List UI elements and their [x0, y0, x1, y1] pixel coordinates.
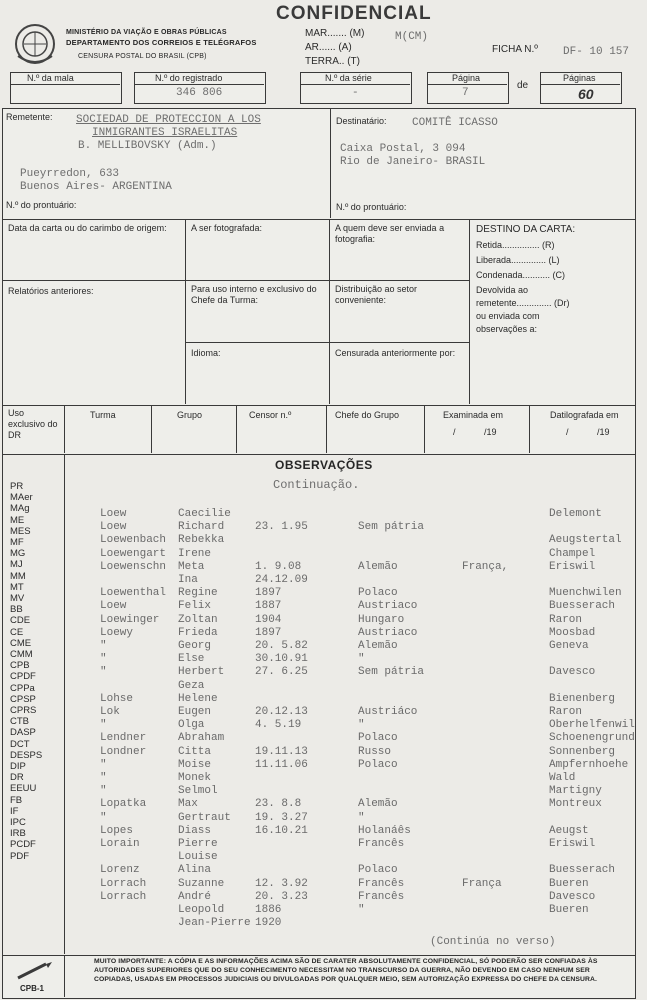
- censorship-name: CENSURA POSTAL DO BRASIL (CPB): [78, 53, 207, 60]
- entry-place: Champel: [549, 547, 596, 560]
- entry-nat: ": [358, 719, 365, 732]
- entry-date: 1887: [255, 600, 282, 613]
- relatorios-label: Relatórios anteriores:: [8, 286, 94, 296]
- entry-surname: ": [100, 785, 107, 798]
- entry-nat: Polaco: [358, 864, 398, 877]
- remetente-line-2: INMIGRANTES ISRAELITAS: [92, 127, 238, 139]
- entry-surname: Lorain: [100, 838, 140, 850]
- serie-label: N.º da série: [325, 73, 372, 83]
- entry-surname: Loewengart: [100, 547, 167, 560]
- destination-code: CPRS: [10, 705, 37, 716]
- fotografada-label: A ser fotografada:: [191, 223, 263, 233]
- entry-date: 1897: [255, 626, 282, 639]
- observacoes-section: [2, 454, 636, 956]
- entry-given: Herbert: [178, 666, 225, 679]
- registrado-label: N.º do registrado: [155, 73, 223, 83]
- entry-nat: Holanáês: [358, 824, 411, 837]
- confidentiality-notice: MUITO IMPORTANTE: A CÓPIA E AS INFORMAÇÕES ACIMA SÃO DE CARATER ABSOLUTAMENTE CONFIDENCIAL, SÓ PODERÃO SER CONFIADAS ÀS AUTORIDADES SUPERIORES QUE DO SEU CONHECIMENTO NECESSITAM NO TRANSCURSO DA GUERRA, NÃO DEVENDO EM CASO NENHUM SER COPIADAS, USADAS EM PROCESSOS JUDICIAIS OU DIVULGADAS POR QUALQUER MEIO, SEM AUTORIZAÇÃO EXPRESSA DO CHEFE DA CENSURA.: [94, 958, 598, 983]
- entry-surname: Lopatka: [100, 798, 147, 811]
- destination-code: BB: [10, 604, 23, 616]
- destino-condenada: Condenada........... (C): [476, 270, 566, 280]
- uso-interno-label: Para uso interno e exclusivo do Chefe da Turma:: [191, 284, 317, 305]
- entry-nat: Austriaco: [358, 626, 418, 639]
- entry-place: Davesco: [549, 666, 596, 679]
- entry-place: Geneva: [549, 640, 589, 652]
- destination-code: CME: [10, 637, 32, 649]
- destination-code: CTB: [10, 716, 29, 728]
- entry-given: Zoltan: [178, 613, 218, 626]
- destination-code: CPSP: [10, 693, 36, 705]
- entry-place: Raron: [549, 706, 583, 718]
- entry-date: 20. 3.23: [255, 890, 308, 903]
- destination-code: MV: [10, 593, 25, 604]
- entry-given: Caecilie: [178, 508, 231, 520]
- entry-date: 11.11.06: [255, 758, 308, 771]
- remetente-line-4: Pueyrredon, 633: [20, 168, 120, 180]
- dr-examinada-date: / /19: [453, 427, 497, 437]
- entry-place: Aeugst: [549, 824, 589, 837]
- entry-surname: Lorenz: [100, 864, 140, 877]
- entry-given: Irene: [178, 547, 212, 560]
- dr-chefe-label: Chefe do Grupo: [335, 410, 400, 420]
- registrado-value: 346 806: [176, 87, 223, 99]
- entry-surname: Loew: [100, 508, 127, 520]
- entry-surname: Loew: [100, 521, 127, 534]
- destino-title: DESTINO DA CARTA:: [476, 224, 576, 235]
- destino-remetente: remetente.............. (Dr): [476, 298, 570, 308]
- entry-given: Rebekka: [178, 534, 225, 547]
- destination-code: DR: [10, 772, 24, 784]
- entry-given: André: [178, 890, 212, 903]
- destination-code: CE: [10, 626, 24, 638]
- pen-icon: [14, 960, 54, 987]
- entry-place: Delemont: [549, 508, 602, 520]
- destination-code: CMM: [10, 649, 33, 660]
- destinatario-line-1: COMITÊ ICASSO: [412, 117, 498, 129]
- destinatario-label: Destinatário:: [336, 116, 387, 126]
- entry-nat: Sem pátria: [358, 666, 425, 679]
- destination-code: MAg: [10, 503, 30, 515]
- entry-place: Montreux: [549, 798, 602, 811]
- destino-retida: Retida............... (R): [476, 240, 555, 250]
- form-code: CPB-1: [20, 984, 45, 993]
- entry-surname: ": [100, 640, 107, 652]
- entry-given: Suzanne: [178, 877, 225, 890]
- entry-surname: ": [100, 719, 107, 732]
- entry-surname: Lopes: [100, 824, 134, 837]
- paginas-value: 60: [578, 86, 594, 102]
- entry-nat: Alemão: [358, 560, 398, 573]
- entry-given: Frieda: [178, 626, 218, 639]
- entry-surname: Lohse: [100, 692, 134, 705]
- entry-given: Alina: [178, 864, 212, 877]
- entry-surname: ": [100, 772, 107, 784]
- mar-label: MAR....... (M): [305, 28, 365, 39]
- entry-date: 1920: [255, 917, 282, 930]
- destination-code: PR: [10, 481, 24, 492]
- distribuicao-label: Distribuição ao setor conveniente:: [335, 284, 418, 305]
- entry-given: Abraham: [178, 732, 225, 745]
- entry-date: 1904: [255, 613, 282, 626]
- entry-given: Regine: [178, 587, 218, 600]
- entry-given: Geza: [178, 679, 205, 692]
- entry-nat: Francês: [358, 890, 405, 903]
- serie-value: -: [352, 87, 359, 99]
- entry-surname: ": [100, 653, 107, 666]
- entry-date: 20.12.13: [255, 706, 308, 718]
- destinatario-line-2: Caixa Postal, 3 094: [340, 143, 466, 155]
- destination-code: MAer: [10, 492, 33, 504]
- pagina-value: 7: [462, 87, 469, 99]
- entry-place: Oberhelfenwil: [549, 719, 635, 732]
- dr-datilografada-label: Datilografada em: [550, 410, 619, 420]
- entry-surname: Lorrach: [100, 890, 147, 903]
- remetente-label: Remetente:: [6, 112, 53, 122]
- data-carta-label: Data da carta ou do carimbo de origem:: [8, 223, 167, 233]
- dr-uso-label: Uso exclusivo do DR: [8, 408, 58, 440]
- entry-surname: Lendner: [100, 732, 147, 745]
- remetente-line-1: SOCIEDAD DE PROTECCION A LOS: [76, 114, 261, 126]
- entry-date: 16.10.21: [255, 824, 308, 837]
- entry-nat: Polaco: [358, 758, 398, 771]
- entry-nat: ": [358, 904, 365, 916]
- entry-given: Olga: [178, 719, 205, 732]
- entry-given: Eugen: [178, 706, 212, 718]
- entry-country: França,: [462, 560, 509, 573]
- entry-nat: Austriaco: [358, 600, 418, 613]
- entry-place: Eriswil: [549, 838, 596, 850]
- destinatario-prontuario: N.º do prontuário:: [336, 202, 407, 212]
- destination-code: MF: [10, 537, 24, 548]
- entry-given: Moise: [178, 758, 212, 771]
- entry-given: Jean-Pierre: [178, 917, 251, 930]
- entry-given: Citta: [178, 745, 212, 758]
- destinatario-line-3: Rio de Janeiro- BRASIL: [340, 156, 486, 168]
- entry-given: Leopold: [178, 904, 225, 916]
- ar-label: AR...... (A): [305, 42, 352, 53]
- entry-nat: ": [358, 811, 365, 824]
- terra-label: TERRA.. (T): [305, 56, 360, 67]
- destination-code: ME: [10, 514, 25, 526]
- entry-nat: Russo: [358, 745, 392, 758]
- entry-date: 1886: [255, 904, 282, 916]
- entry-surname: Loewy: [100, 626, 134, 639]
- entry-place: Davesco: [549, 890, 596, 903]
- destination-code: PDF: [10, 850, 29, 862]
- page-title: CONFIDENCIAL: [276, 3, 432, 24]
- entry-date: 23. 1.95: [255, 521, 308, 534]
- destino-devolvida: Devolvida ao: [476, 285, 529, 295]
- entry-date: 24.12.09: [255, 574, 308, 586]
- remetente-line-5: Buenos Aires- ARGENTINA: [20, 181, 172, 193]
- entry-date: 30.10.91: [255, 653, 308, 666]
- entry-given: Monek: [178, 772, 212, 784]
- destination-code: MG: [10, 548, 26, 560]
- entry-surname: Loewenthal: [100, 587, 167, 600]
- observacoes-title: OBSERVAÇÕES: [275, 458, 373, 472]
- dr-censor-label: Censor n.º: [249, 410, 292, 420]
- entry-surname: Loewenbach: [100, 534, 167, 547]
- censurada-label: Censurada anteriormente por:: [335, 348, 456, 358]
- destination-code: IPC: [10, 817, 26, 828]
- destination-code: FB: [10, 794, 23, 806]
- entry-given: Pierre: [178, 838, 218, 850]
- destination-code: IRB: [10, 828, 26, 840]
- entry-date: 23. 8.8: [255, 798, 302, 811]
- entry-place: Bienenberg: [549, 692, 616, 705]
- idioma-label: Idioma:: [191, 348, 221, 358]
- remetente-prontuario: N.º do prontuário:: [6, 200, 77, 210]
- observacoes-subtitle: Continuação.: [273, 478, 360, 492]
- destination-code: CDE: [10, 615, 31, 627]
- entry-place: Eriswil: [549, 560, 596, 573]
- entry-given: Diass: [178, 824, 212, 837]
- entry-given: Georg: [178, 640, 212, 652]
- destination-code: CPPa: [10, 682, 35, 694]
- entry-surname: ": [100, 811, 107, 824]
- entry-place: Martigny: [549, 785, 602, 798]
- entry-date: 27. 6.25: [255, 666, 308, 679]
- entry-nat: Sem pátria: [358, 521, 425, 534]
- de-label: de: [517, 80, 529, 91]
- destination-code: MES: [10, 525, 31, 537]
- department-name: DEPARTAMENTO DOS CORREIOS E TELÉGRAFOS: [66, 38, 257, 47]
- entry-surname: ": [100, 758, 107, 771]
- destino-observacoes: observações a:: [476, 324, 538, 334]
- destination-code: CPB: [10, 660, 30, 672]
- entry-date: 12. 3.92: [255, 877, 308, 890]
- entry-place: Moosbad: [549, 626, 596, 639]
- destino-liberada: Liberada.............. (L): [476, 255, 560, 265]
- destino-enviada-com: ou enviada com: [476, 311, 540, 321]
- entry-given: Felix: [178, 600, 212, 613]
- entry-nat: Alemão: [358, 798, 398, 811]
- dr-datilografada-date: / /19: [566, 427, 610, 437]
- mar-value: M(CM): [395, 31, 429, 43]
- entry-place: Bueren: [549, 877, 589, 890]
- entry-place: Muenchwilen: [549, 587, 622, 600]
- entry-nat: Polaco: [358, 732, 398, 745]
- entry-place: Wald: [549, 772, 576, 784]
- entry-given: Else: [178, 653, 205, 666]
- entry-given: Louise: [178, 851, 218, 864]
- destination-code: EEUU: [10, 783, 37, 795]
- entry-date: 19.11.13: [255, 745, 308, 758]
- entry-given: Ina: [178, 574, 198, 586]
- dr-examinada-label: Examinada em: [443, 410, 504, 420]
- dr-turma-label: Turma: [90, 410, 116, 420]
- entry-nat: Francês: [358, 838, 405, 850]
- entry-date: 1897: [255, 587, 282, 600]
- continua-note: (Continúa no verso): [430, 936, 556, 948]
- entry-date: 19. 3.27: [255, 811, 308, 824]
- entry-given: Richard: [178, 521, 225, 534]
- mala-label: N.º da mala: [27, 73, 74, 83]
- entry-given: Gertraut: [178, 811, 231, 824]
- entry-place: Sonnenberg: [549, 745, 616, 758]
- entry-place: Aeugstertal: [549, 534, 622, 547]
- destination-code: DIP: [10, 761, 26, 772]
- entry-place: Bueren: [549, 904, 589, 916]
- entry-nat: Polaco: [358, 587, 398, 600]
- ficha-value: DF- 10 157: [563, 46, 630, 58]
- entry-place: Buesserach: [549, 864, 616, 877]
- entry-given: Selmol: [178, 785, 218, 798]
- pagina-label: Página: [452, 73, 481, 83]
- coat-of-arms-seal: [12, 22, 58, 66]
- paginas-label: Páginas: [563, 73, 596, 83]
- entry-place: Schoenengrund: [549, 732, 635, 745]
- entry-surname: Loewinger: [100, 613, 160, 626]
- destination-code: DASP: [10, 727, 36, 739]
- ficha-label: FICHA N.º: [492, 44, 538, 55]
- entry-date: 4. 5.19: [255, 719, 302, 732]
- entry-country: França: [462, 877, 502, 890]
- entry-given: Helene: [178, 692, 218, 705]
- destination-code: MM: [10, 570, 26, 582]
- entry-nat: Austriáco: [358, 706, 418, 718]
- entry-place: Buesserach: [549, 600, 616, 613]
- destination-code: DCT: [10, 738, 30, 750]
- entry-date: 1. 9.08: [255, 560, 302, 573]
- entry-surname: Lorrach: [100, 877, 147, 890]
- ministry-name: MINISTÉRIO DA VIAÇÃO E OBRAS PÚBLICAS: [66, 29, 227, 36]
- destination-code: DESPS: [10, 749, 43, 761]
- entry-nat: Francês: [358, 877, 405, 890]
- remetente-line-3: B. MELLIBOVSKY (Adm.): [78, 140, 217, 152]
- entry-nat: Alemão: [358, 640, 398, 652]
- destination-code: CPDF: [10, 671, 36, 683]
- entry-surname: Lok: [100, 706, 120, 718]
- destination-code: PCDF: [10, 839, 36, 851]
- entry-nat: ": [358, 653, 365, 666]
- enviada-label: A quem deve ser enviada a fotografia:: [335, 223, 445, 244]
- entry-nat: Hungaro: [358, 613, 405, 626]
- entry-given: Max: [178, 798, 198, 811]
- entry-surname: Loew: [100, 600, 127, 613]
- destination-code: MT: [10, 581, 24, 593]
- entry-place: Ampfernhoehe: [549, 758, 629, 771]
- entry-surname: ": [100, 666, 107, 679]
- dr-grupo-label: Grupo: [177, 410, 203, 420]
- entry-given: Meta: [178, 560, 205, 573]
- entry-surname: Loewenschn: [100, 560, 167, 573]
- entry-place: Raron: [549, 613, 583, 626]
- destination-code: MJ: [10, 559, 23, 571]
- destination-code: IF: [10, 805, 19, 817]
- entry-date: 20. 5.82: [255, 640, 308, 652]
- entry-surname: Londner: [100, 745, 147, 758]
